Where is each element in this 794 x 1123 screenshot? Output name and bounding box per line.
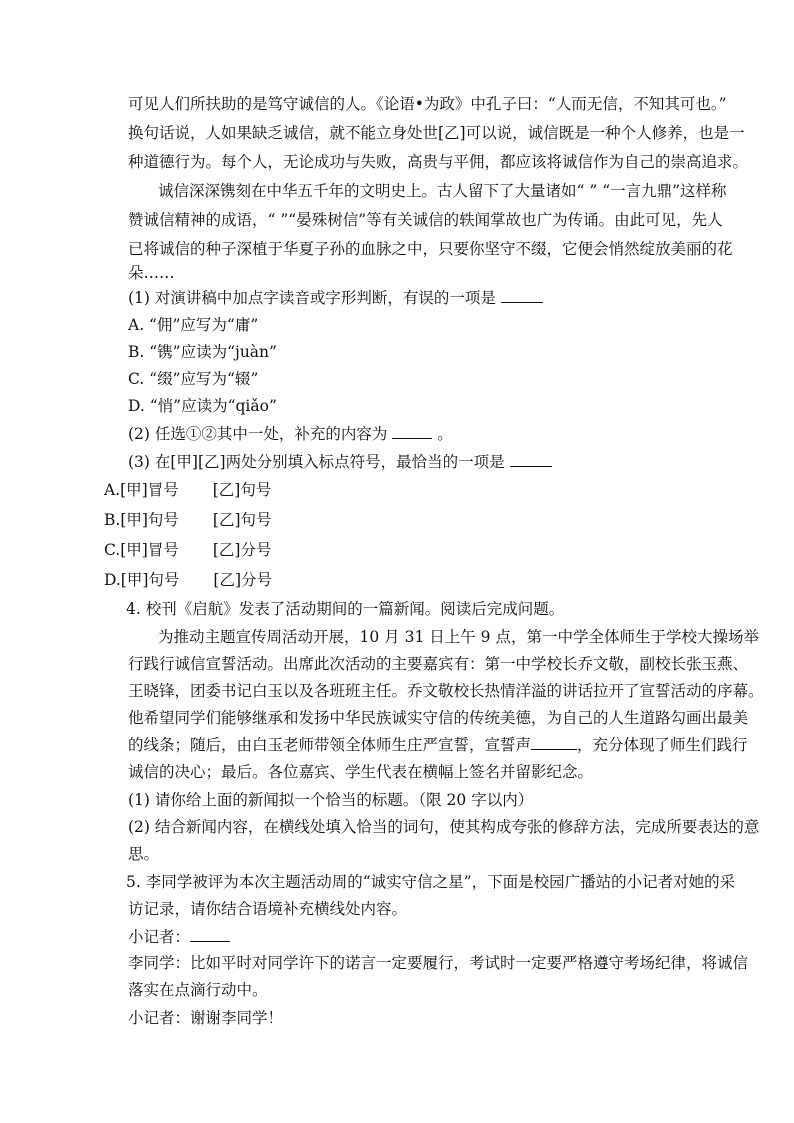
question-text-suffix: 。 — [432, 425, 453, 443]
option-b — [104, 509, 272, 531]
news-line: 行践行诚信宣誓活动。出席此次活动的主要嘉宾有：第一中学校长乔文敬，副校长张玉燕、 — [128, 655, 749, 673]
dialogue-student: 李同学：比如平时对同学许下的诺言一定要履行，考试时一定要严格遵守考场纪律，将诚信 — [128, 954, 749, 972]
answer-blank[interactable] — [190, 927, 230, 942]
option-c — [104, 539, 271, 561]
option-a: A. “佣”应写为“庸” — [128, 316, 259, 334]
option-right: [乙]分号 — [213, 571, 273, 589]
question-text: (2) 任选①②其中一处，补充的内容为 — [128, 425, 393, 443]
option-left: D.[甲]句号 — [104, 571, 180, 589]
option-b: B. “镌”应读为“juàn” — [128, 343, 277, 361]
news-line: 诚信的决心；最后。各位嘉宾、学生代表在横幅上签名并留影纪念。 — [128, 763, 594, 781]
question-4-1: (1) 请你给上面的新闻拟一个恰当的标题。（限 20 字以内） — [128, 791, 534, 809]
question-5-heading: 5. 李同学被评为本次主题活动周的“诚实守信之星”，下面是校园广播站的小记者对她的采 — [126, 873, 736, 891]
question-3-1 — [128, 287, 543, 309]
text-line: 换句话说，人如果缺乏诚信，就不能立身处世[乙]可以说，诚信既是一种个人修养，也是一 — [128, 124, 745, 142]
text-line: 诚信深深镌刻在中华五千年的文明史上。古人留下了大量诸如“ ” “一言九鼎”这样称 — [158, 182, 727, 200]
option-left: B.[甲]句号 — [104, 511, 179, 529]
news-line: 王晓锋，团委书记白玉以及各班班主任。乔文敬校长热情洋溢的讲话拉开了宣誓活动的序幕。 — [128, 682, 764, 700]
dialogue-reporter — [128, 926, 230, 948]
text-line: 种道德行为。每个人，无论成功与失败，高贵与平佣，都应该将诚信作为自己的崇高追求。 — [128, 153, 749, 171]
text-line: 朵…… — [128, 264, 175, 282]
question-text: (3) 在[甲][乙]两处分别填入标点符号，最恰当的一项是 — [128, 453, 510, 471]
option-right: [乙]分号 — [212, 541, 272, 559]
question-4-heading: 4. 校刊《启航》发表了活动期间的一篇新闻。阅读后完成问题。 — [126, 600, 565, 618]
dialogue-reporter: 小记者：谢谢李同学！ — [128, 1009, 284, 1027]
dialogue-student-cont: 落实在点滴行动中。 — [128, 981, 268, 999]
speaker-text: 小记者： — [128, 928, 191, 946]
question-text: (1) 对演讲稿中加点字读音或字形判断，有误的一项是 — [128, 289, 501, 307]
news-line — [128, 734, 748, 756]
question-4-2: (2) 结合新闻内容，在横线处填入恰当的词句，使其构成夸张的修辞方法，完成所要表达的意 — [128, 818, 760, 836]
answer-blank[interactable] — [501, 288, 543, 303]
option-left: C.[甲]冒号 — [104, 541, 179, 559]
news-text: 的线条；随后，由白玉老师带领全体师生庄严宣誓，宣誓声 — [128, 736, 532, 754]
question-3-3 — [128, 451, 552, 473]
question-3-2 — [128, 423, 453, 445]
option-a — [104, 479, 271, 501]
question-5-heading-cont: 访记录，请你结合语境补充横线处内容。 — [128, 900, 408, 918]
answer-blank[interactable] — [531, 735, 577, 750]
answer-blank[interactable] — [392, 424, 432, 439]
news-line: 为推动主题宣传周活动开展，10 月 31 日上午 9 点，第一中学全体师生于学校大操场举 — [158, 628, 759, 646]
option-right: [乙]句号 — [212, 481, 272, 499]
option-c: C. “缀”应写为“辍” — [128, 370, 259, 388]
news-text: ，充分体现了师生们践行 — [577, 736, 748, 754]
option-left: A.[甲]冒号 — [104, 481, 179, 499]
text-line: 赞诚信精神的成语，“ ”“晏殊树信”等有关诚信的轶闻掌故也广为传诵。由此可见，先人 — [128, 211, 723, 229]
news-line: 他希望同学们能够继承和发扬中华民族诚实守信的传统美德，为自己的人生道路勾画出最美 — [128, 709, 749, 727]
text-line: 可见人们所扶助的是笃守诚信的人。《论语•为政》中孔子曰：“人而无信，不知其可也。” — [128, 95, 727, 113]
option-d: D. “悄”应读为“qiǎo” — [128, 397, 277, 415]
answer-blank[interactable] — [510, 452, 552, 467]
option-right: [乙]句号 — [212, 511, 272, 529]
option-d — [104, 569, 272, 591]
text-line: 已将诚信的种子深植于华夏子孙的血脉之中，只要你坚守不缀，它便会悄然绽放美丽的花 — [128, 240, 733, 258]
question-4-2-cont: 思。 — [128, 845, 160, 863]
